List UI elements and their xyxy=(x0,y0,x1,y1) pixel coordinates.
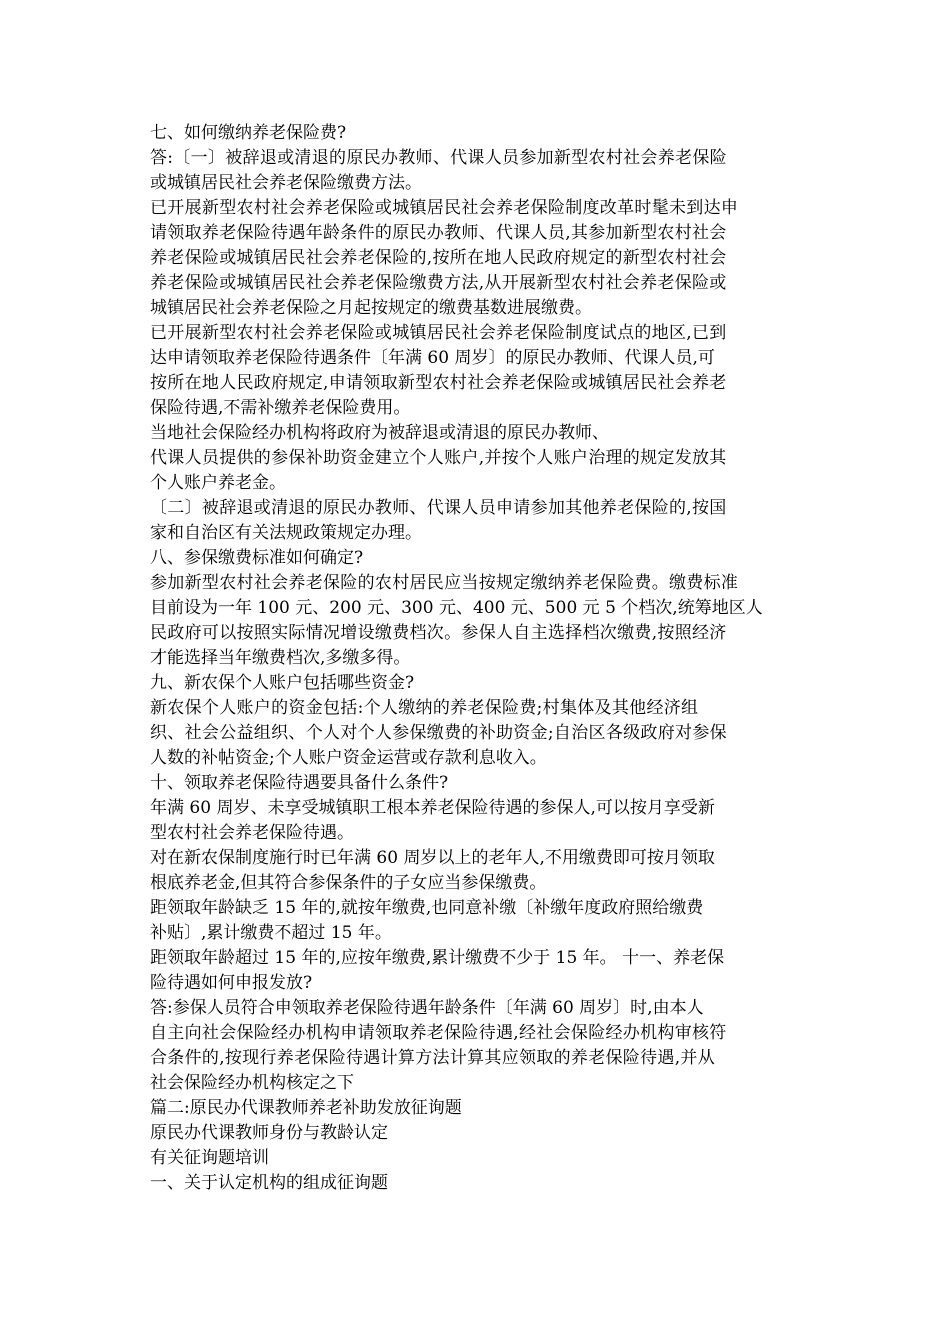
text-line: 城镇居民社会养老保险之月起按规定的缴费基数进展缴费。 xyxy=(150,298,592,318)
text-line: 个人账户养老金。 xyxy=(150,473,286,493)
text-line: 年满 60 周岁、未享受城镇职工根本养老保险待遇的参保人,可以按月享受新 xyxy=(150,798,715,818)
subtitle-line: 有关征询题培训 xyxy=(150,1148,269,1168)
subtitle-line: 原民办代课教师身份与教龄认定 xyxy=(150,1123,388,1143)
section-heading-7: 七、如何缴纳养老保险费? xyxy=(150,123,347,143)
text-line: 对在新农保制度施行时已年满 60 周岁以上的老年人,不用缴费即可按月领取 xyxy=(150,848,715,868)
text-line: 自主向社会保险经办机构申请领取养老保险待遇,经社会保险经办机构审核符 xyxy=(150,1023,727,1043)
text-line: 社会保险经办机构核定之下 xyxy=(150,1073,354,1093)
section-heading-9: 九、新农保个人账户包括哪些资金? xyxy=(150,673,415,693)
section-heading-1: 一、关于认定机构的组成征询题 xyxy=(150,1173,388,1193)
text-line: 请领取养老保险待遇年龄条件的原民办教师、代课人员,其参加新型农村社会 xyxy=(150,223,727,243)
text-line: 织、社会公益组织、个人对个人参保缴费的补助资金;自治区各级政府对参保 xyxy=(150,723,727,743)
text-line: 型农村社会养老保险待遇。 xyxy=(150,823,354,843)
text-line: 参加新型农村社会养老保险的农村居民应当按规定缴纳养老保险费。缴费标准 xyxy=(150,573,739,593)
text-line: 根底养老金,但其符合参保条件的子女应当参保缴费。 xyxy=(150,873,547,893)
text-line: 人数的补帖资金;个人账户资金运营或存款利息收入。 xyxy=(150,748,547,768)
text-line: 民政府可以按照实际情况增设缴费档次。参保人自主选择档次缴费,按照经济 xyxy=(150,623,727,643)
text-line: 合条件的,按现行养老保险待遇计算方法计算其应领取的养老保险待遇,并从 xyxy=(150,1048,716,1068)
text-line: 答:参保人员符合申领取养老保险待遇年龄条件〔年满 60 周岁〕时,由本人 xyxy=(150,998,704,1018)
text-line: 按所在地人民政府规定,申请领取新型农村社会养老保险或城镇居民社会养老 xyxy=(150,373,727,393)
document-body xyxy=(150,121,802,1196)
text-line: 家和自治区有关法规政策规定办理。 xyxy=(150,523,422,543)
text-line: 才能选择当年缴费档次,多缴多得。 xyxy=(150,648,411,668)
text-line: 补贴〕,累计缴费不超过 15 年。 xyxy=(150,923,392,943)
text-line: 险待遇如何申报发放? xyxy=(150,973,313,993)
text-line: 达申请领取养老保险待遇条件〔年满 60 周岁〕的原民办教师、代课人员,可 xyxy=(150,348,715,368)
text-line: 代课人员提供的参保补助资金建立个人账户,并按个人账户治理的规定发放其 xyxy=(150,448,727,468)
text-line: 已开展新型农村社会养老保险或城镇居民社会养老保险制度试点的地区,已到 xyxy=(150,323,727,343)
section-heading-10: 十、领取养老保险待遇要具备什么条件? xyxy=(150,773,449,793)
text-line: 新农保个人账户的资金包括:个人缴纳的养老保险费;村集体及其他经济组 xyxy=(150,698,699,718)
text-line: 当地社会保险经办机构将政府为被辞退或清退的原民办教师、 xyxy=(150,423,609,443)
text-line: 答:〔一〕被辞退或清退的原民办教师、代课人员参加新型农村社会养老保险 xyxy=(150,148,727,168)
text-line: 养老保险或城镇居民社会养老保险的,按所在地人民政府规定的新型农村社会 xyxy=(150,248,727,268)
part-two-title: 篇二:原民办代课教师养老补助发放征询题 xyxy=(150,1098,462,1118)
text-line: 养老保险或城镇居民社会养老保险缴费方法,从开展新型农村社会养老保险或 xyxy=(150,273,727,293)
text-line: 〔二〕被辞退或清退的原民办教师、代课人员申请参加其他养老保险的,按国 xyxy=(150,498,727,518)
text-line: 已开展新型农村社会养老保险或城镇居民社会养老保险制度改革时髦未到达申 xyxy=(150,198,739,218)
text-line: 目前设为一年 100 元、200 元、300 元、400 元、500 元 5 个档次,统筹地区人 xyxy=(150,598,763,618)
text-line: 距领取年龄超过 15 年的,应按年缴费,累计缴费不少于 15 年。 十一、养老保 xyxy=(150,948,725,968)
text-line: 距领取年龄缺乏 15 年的,就按年缴费,也同意补缴〔补缴年度政府照给缴费 xyxy=(150,898,704,918)
text-line: 或城镇居民社会养老保险缴费方法。 xyxy=(150,173,422,193)
text-line: 保险待遇,不需补缴养老保险费用。 xyxy=(150,398,411,418)
section-heading-8: 八、参保缴费标准如何确定? xyxy=(150,548,364,568)
